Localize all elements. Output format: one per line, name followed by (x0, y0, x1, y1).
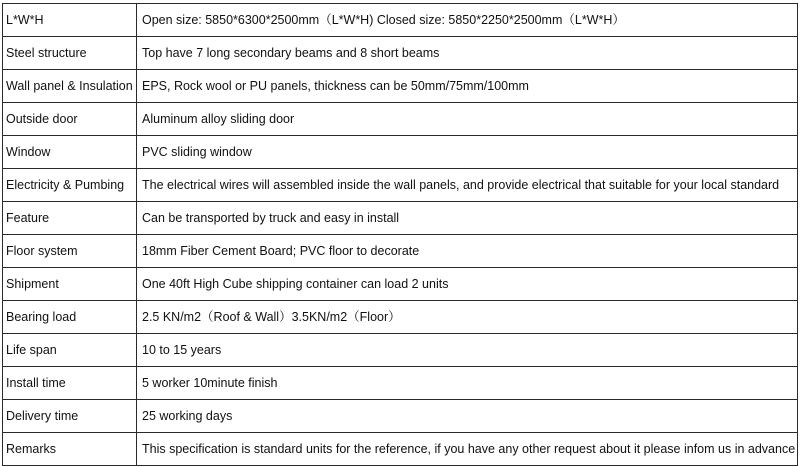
table-row (3, 367, 798, 400)
spec-value: 5 worker 10minute finish (137, 367, 798, 400)
spec-value: 10 to 15 years (137, 334, 798, 367)
spec-value: One 40ft High Cube shipping container can load 2 units (137, 268, 798, 301)
table-row (3, 4, 798, 37)
table-row (3, 70, 798, 103)
table-row (3, 268, 798, 301)
spec-label: Shipment (3, 268, 137, 301)
spec-value: The electrical wires will assembled inside the wall panels, and provide electrical that suitable for your local standard (137, 169, 798, 202)
spec-value: PVC sliding window (137, 136, 798, 169)
spec-label: Steel structure (3, 37, 137, 70)
table-row (3, 334, 798, 367)
spec-label: Electricity & Pumbing (3, 169, 137, 202)
spec-label: Window (3, 136, 137, 169)
spec-value: 2.5 KN/m2（Roof & Wall）3.5KN/m2（Floor） (137, 301, 798, 334)
spec-value: 18mm Fiber Cement Board; PVC floor to decorate (137, 235, 798, 268)
spec-label: Life span (3, 334, 137, 367)
table-row (3, 235, 798, 268)
table-row (3, 37, 798, 70)
table-row (3, 433, 798, 466)
spec-label: Outside door (3, 103, 137, 136)
spec-label: Delivery time (3, 400, 137, 433)
spec-label: Remarks (3, 433, 137, 466)
spec-label: Feature (3, 202, 137, 235)
table-row (3, 202, 798, 235)
specification-table (2, 3, 798, 466)
table-row (3, 136, 798, 169)
table-row (3, 169, 798, 202)
spec-value: 25 working days (137, 400, 798, 433)
spec-label: Floor system (3, 235, 137, 268)
spec-label: Wall panel & Insulation (3, 70, 137, 103)
spec-value: Can be transported by truck and easy in install (137, 202, 798, 235)
spec-value: This specification is standard units for the reference, if you have any other request about it please infom us in advance (137, 433, 798, 466)
spec-label: Bearing load (3, 301, 137, 334)
table-row (3, 400, 798, 433)
spec-value: EPS, Rock wool or PU panels, thickness can be 50mm/75mm/100mm (137, 70, 798, 103)
spec-value: Top have 7 long secondary beams and 8 short beams (137, 37, 798, 70)
table-row (3, 301, 798, 334)
spec-value: Open size: 5850*6300*2500mm（L*W*H) Closed size: 5850*2250*2500mm（L*W*H） (137, 4, 798, 37)
spec-value: Aluminum alloy sliding door (137, 103, 798, 136)
table-row (3, 103, 798, 136)
spec-label: Install time (3, 367, 137, 400)
spec-label: L*W*H (3, 4, 137, 37)
